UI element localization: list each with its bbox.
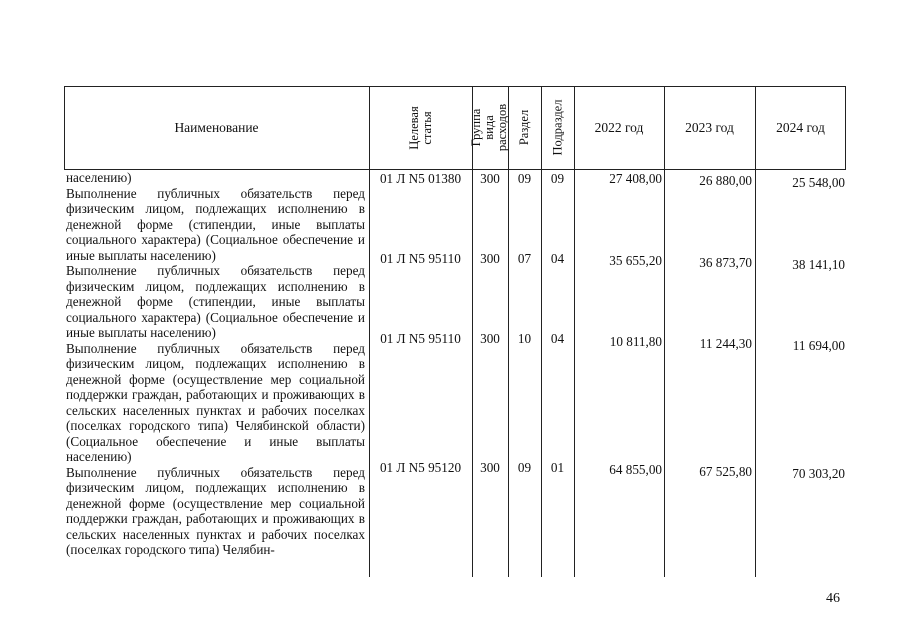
header-expense-group (469, 86, 510, 169)
header-section (508, 86, 541, 169)
row-4-subsection: 01 (550, 460, 565, 475)
row-4-section: 09 (517, 460, 532, 475)
row-2-group: 300 (480, 251, 500, 266)
row-3-section: 10 (517, 331, 532, 346)
row-1-2023: 26 880,00 (699, 173, 752, 188)
row-2-target: 01 Л N5 95110 (380, 251, 461, 266)
row-2-subsection: 04 (550, 251, 565, 266)
row-4-2024: 70 303,20 (792, 466, 845, 481)
row-1-subsection: 09 (550, 171, 565, 186)
row-4-group: 300 (480, 460, 500, 475)
header-year-2023: 2023 год (685, 119, 734, 135)
row-1-2024: 25 548,00 (792, 175, 845, 190)
header-target-article-label: Целевая статья (406, 105, 434, 150)
row-3-2023: 11 244,30 (699, 336, 752, 351)
row-3-group: 300 (480, 331, 500, 346)
header-name: Наименование (174, 119, 259, 135)
header-subsection (541, 86, 574, 169)
header-subsection-label: Подраздел (550, 99, 564, 156)
header-section-label: Раздел (517, 109, 532, 146)
row-2-2024: 38 141,10 (792, 257, 845, 272)
row-4-2022: 64 855,00 (609, 462, 662, 477)
row-2-2022: 35 655,20 (609, 253, 662, 268)
row-3-subsection: 04 (550, 331, 565, 346)
row-1-2022: 27 408,00 (609, 171, 662, 186)
row-1-section: 09 (517, 171, 532, 186)
header-year-2022: 2022 год (594, 119, 644, 135)
row-3-2022: 10 811,80 (609, 334, 662, 349)
header-year-2024: 2024 год (776, 119, 825, 135)
header-expense-group-label: Группа вида расходов (469, 103, 510, 152)
row-2-2023: 36 873,70 (699, 255, 752, 270)
row-3-target: 01 Л N5 95110 (380, 331, 461, 346)
row-1-target: 01 Л N5 01380 (379, 171, 462, 186)
row-1-group: 300 (480, 171, 500, 186)
row-2-section: 07 (517, 251, 532, 266)
page-number: 46 (826, 591, 840, 606)
row-4-2023: 67 525,80 (699, 464, 752, 479)
row-4-target: 01 Л N5 95120 (379, 460, 462, 475)
header-target-article (369, 86, 472, 169)
row-3-2024: 11 694,00 (792, 338, 845, 353)
name-column-text: населению) Выполнение публичных обязательств перед физическим лицом, подлежащих исполнению в денежной форме (стипендии, иные выплаты социального характера) (Социальное обеспечение и иные выплаты населению) Выполнение публичных обязательств перед физическим лицом, подлежащих исполнению в денежной форме (стипендии, иные выплаты социального характера) (Социальное обеспечение и иные выплаты населению) Выполнение публичных обязательств перед физическим лицом, подлежащих исполнению в денежной форме (осуществление мер социальной поддержки граждан, работающих и проживающих в сельских населенных пунктах и рабочих поселках (поселках городского типа) Челябинской области) (Социальное обеспечение и иные выплаты населению) Выполнение публичных обязательств перед физическим лицом, подлежащих исполнению в денежной форме (осуществление мер социальной поддержки граждан, работающих и проживающих в сельских населенных пунктах и рабочих поселках (поселках городского типа) Челябин- (66, 170, 365, 557)
